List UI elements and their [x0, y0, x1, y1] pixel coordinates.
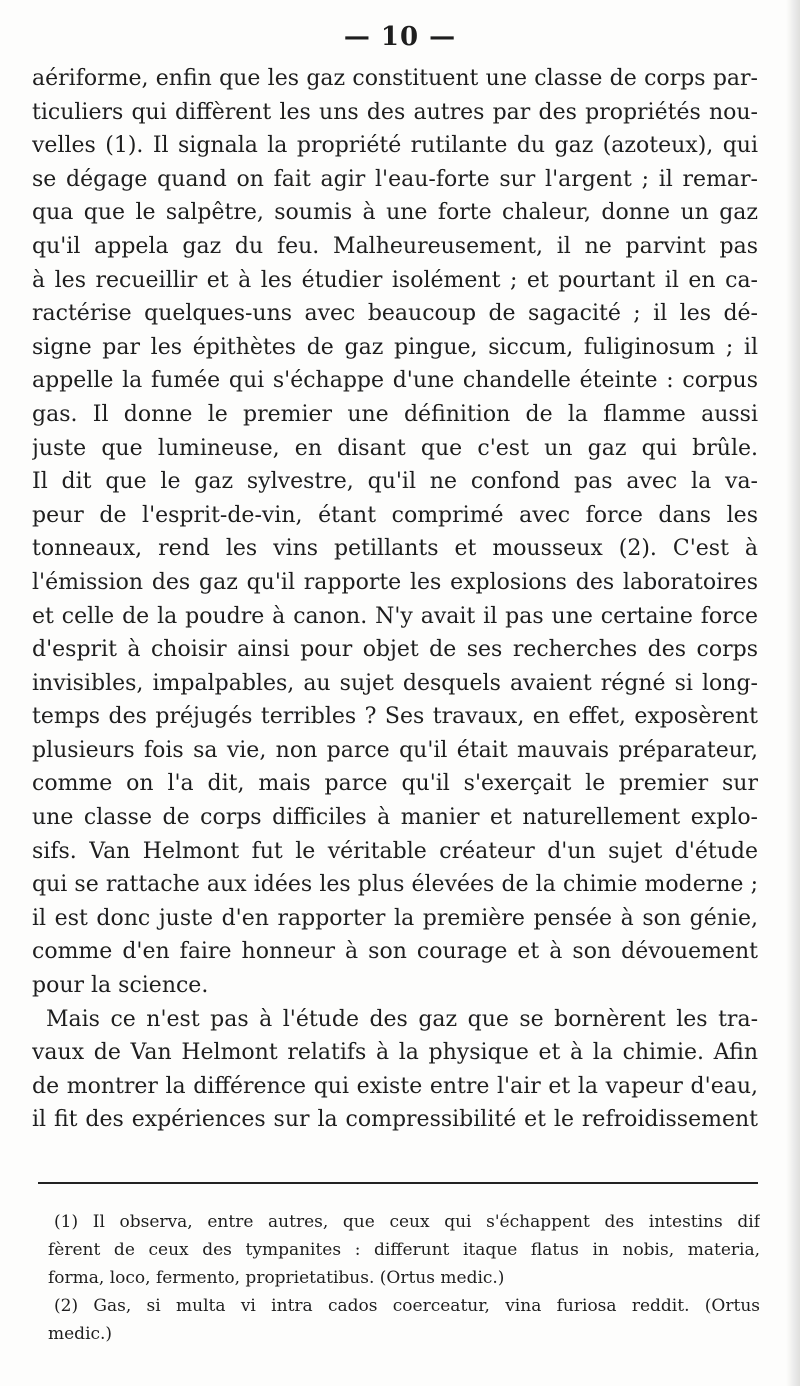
text-line: il est donc juste d'en rapporter la première pensée à son génie, [32, 905, 758, 931]
footnotes [48, 1208, 760, 1348]
text-line: qu'il appela gaz du feu. Malheureusement, il ne parvint pas [32, 233, 758, 259]
text-line: qui se rattache aux idées les plus élevées de la chimie moderne ; [32, 872, 758, 898]
page-edge-shadow [786, 0, 800, 1386]
text-line: une classe de corps difficiles à manier et naturellement explo- [32, 805, 758, 831]
text-line: sifs. Van Helmont fut le véritable créateur d'un sujet d'étude [32, 838, 758, 864]
text-line: aériforme, enfin que les gaz constituent une classe de corps par- [32, 66, 758, 91]
footnote-line: medic.) [48, 1324, 113, 1344]
text-line: pour la science. [32, 973, 209, 999]
text-line: comme d'en faire honneur à son courage et à son dévouement [32, 939, 758, 965]
text-line: tonneaux, rend les vins petillants et mousseux (2). C'est à [32, 536, 758, 562]
text-line: de montrer la différence qui existe entre l'air et la vapeur d'eau, [32, 1073, 758, 1099]
text-line: velles (1). Il signala la propriété rutilante du gaz (azoteux), qui [32, 133, 758, 159]
text-line: Mais ce n'est pas à l'étude des gaz que se bornèrent les tra- [46, 1006, 758, 1032]
footnote-line: (2) Gas, si multa vi intra cados coerceatur, vina furiosa reddit. (Ortus [54, 1296, 760, 1316]
text-line: temps des préjugés terribles ? Ses travaux, en effet, exposèrent [32, 704, 758, 730]
text-line: d'esprit à choisir ainsi pour objet de ses recherches des corps [32, 637, 758, 663]
footnote-line: (1) Il observa, entre autres, que ceux qui s'échappent des intestins dif [54, 1212, 760, 1232]
text-line: plusieurs fois sa vie, non parce qu'il était mauvais préparateur, [32, 737, 758, 763]
text-line: peur de l'esprit-de-vin, étant comprimé avec force dans les [32, 502, 758, 528]
text-line: gas. Il donne le premier une définition de la flamme aussi [32, 401, 758, 427]
text-line: juste que lumineuse, en disant que c'est un gaz qui brûle. [32, 435, 758, 461]
text-line: l'émission des gaz qu'il rapporte les explosions des laboratoires [32, 569, 758, 595]
text-line: vaux de Van Helmont relatifs à la physique et à la chimie. Afin [32, 1040, 758, 1066]
footnote-line: fèrent de ceux des tympanites : differunt itaque flatus in nobis, materia, [48, 1240, 760, 1260]
page-number: — 10 — [343, 22, 457, 52]
text-line: ractérise quelques-uns avec beaucoup de sagacité ; il les dé- [32, 301, 758, 327]
footnote-line: forma, loco, fermento, proprietatibus. (Ortus medic.) [48, 1268, 505, 1288]
text-line: ticuliers qui diffèrent les uns des autres par des propriétés nou- [32, 99, 758, 125]
text-line: invisibles, impalpables, au sujet desquels avaient régné si long- [32, 670, 758, 696]
text-line: appelle la fumée qui s'échappe d'une chandelle éteinte : corpus [32, 368, 758, 394]
text-line: qua que le salpêtre, soumis à une forte chaleur, donne un gaz [32, 200, 758, 226]
text-line: signe par les épithètes de gaz pingue, siccum, fuliginosum ; il [32, 334, 758, 360]
text-line: il fit des expériences sur la compressibilité et le refroidissement [32, 1107, 758, 1133]
text-line: Il dit que le gaz sylvestre, qu'il ne confond pas avec la va- [32, 469, 758, 495]
text-line: comme on l'a dit, mais parce qu'il s'exerçait le premier sur [32, 771, 758, 797]
body-text [32, 62, 758, 1137]
footnote-divider [38, 1182, 758, 1184]
text-line: se dégage quand on fait agir l'eau-forte sur l'argent ; il remar- [32, 166, 758, 192]
text-line: à les recueillir et à les étudier isolément ; et pourtant il en ca- [32, 267, 758, 293]
text-line: et celle de la poudre à canon. N'y avait il pas une certaine force [32, 603, 758, 629]
